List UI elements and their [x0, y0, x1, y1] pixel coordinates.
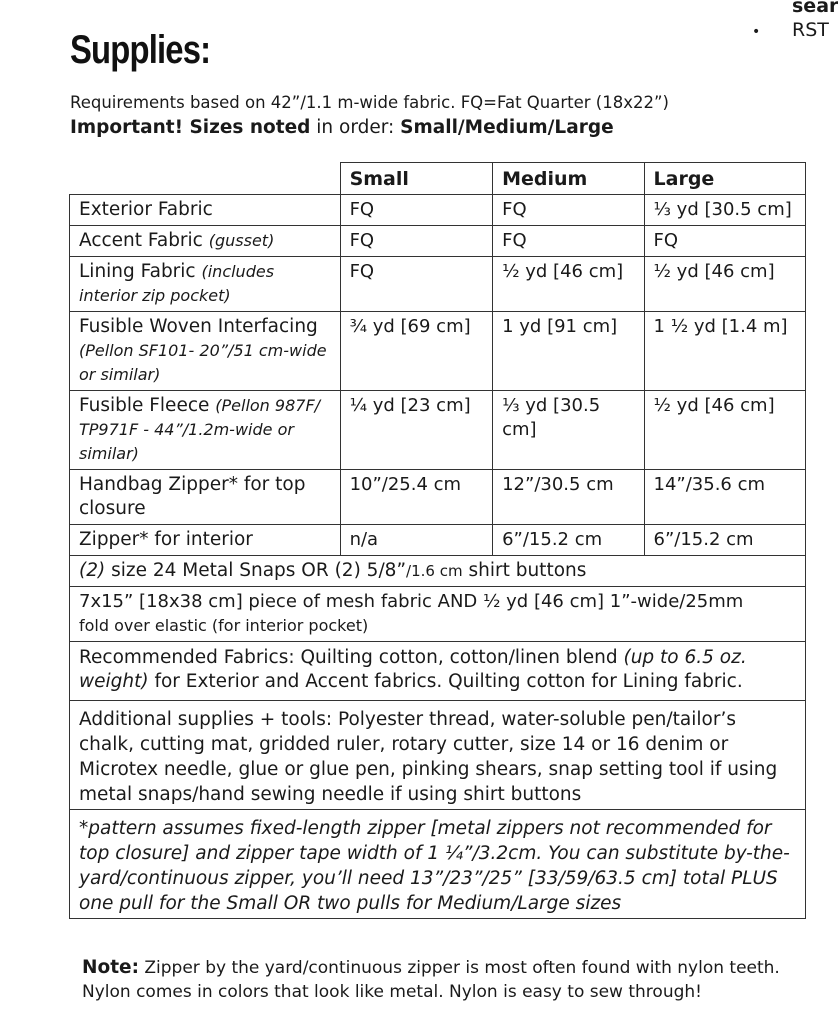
medium-cell: 1 yd [91 cm]: [493, 312, 644, 391]
item-cell: [70, 257, 341, 312]
note-label: Note:: [82, 957, 139, 978]
item-label: Accent Fabric: [79, 230, 209, 251]
snaps-cell: [70, 556, 806, 587]
note-text: Zipper by the yard/continuous zipper is most often found with nylon teeth. Nylon comes in colors that look like metal. Nylon is easy to sew through!: [82, 958, 780, 1002]
important-middle: in order:: [310, 117, 401, 138]
page-title: Supplies:: [70, 28, 211, 72]
item-label: Lining Fabric: [79, 261, 202, 282]
additional-cell: Additional supplies + tools: Polyester thread, water-soluble pen/tailor’s chalk, cutting mat, gridded ruler, rotary cutter, size 14 or 16 denim or Microtex needle, glue or glue pen, pinking shears, snap setting tool if using metal snaps/hand sewing needle if using shirt buttons: [70, 701, 806, 810]
snaps-row: [70, 556, 806, 587]
table-row: [70, 312, 806, 391]
table-row: [70, 525, 806, 556]
important-lead: Important! Sizes noted: [70, 117, 311, 138]
large-cell: ⅓ yd [30.5 cm]: [644, 195, 805, 226]
table-row: [70, 195, 806, 226]
table-row: [70, 391, 806, 470]
item-cell: [70, 226, 341, 257]
recommended-row: [70, 642, 806, 701]
table-row: [70, 470, 806, 525]
small-cell: ¾ yd [69 cm]: [340, 312, 493, 391]
small-cell: FQ: [340, 257, 493, 312]
note-paragraph: [82, 956, 802, 1004]
small-cell: ¼ yd [23 cm]: [340, 391, 493, 470]
item-label: Handbag Zipper* for top closure: [79, 474, 306, 519]
item-cell: [70, 195, 341, 226]
medium-cell: ½ yd [46 cm]: [493, 257, 644, 312]
small-cell: FQ: [340, 226, 493, 257]
medium-cell: ⅓ yd [30.5 cm]: [493, 391, 644, 470]
medium-cell: 12”/30.5 cm: [493, 470, 644, 525]
mesh-line-2: fold over elastic (for interior pocket): [79, 616, 369, 635]
item-cell: [70, 312, 341, 391]
large-cell: ½ yd [46 cm]: [644, 391, 805, 470]
snaps-end: shirt buttons: [462, 560, 587, 581]
recommended-lead: Recommended Fabrics: Quilting cotton, cotton/linen blend: [79, 647, 624, 668]
item-note: (Pellon SF101- 20”/51 cm-wide or similar): [79, 341, 327, 384]
item-note: (gusset): [208, 231, 275, 250]
cropped-bullet-text: RST: [792, 19, 829, 41]
footnote-cell: *pattern assumes fixed-length zipper [metal zippers not recommended for top closure] and zipper tape width of 1 ¼”/3.2cm. You can substitute by-the-yard/continuous zipper, you’ll need 13”/23”/25” [33/59/63.5 cm] total PLUS one pull for the Small OR two pulls for Medium/Large sizes: [70, 810, 806, 919]
recommended-weight: (up to 6.5 oz. weight): [79, 647, 747, 692]
table-header-row: [70, 163, 806, 195]
header-medium: Medium: [493, 163, 644, 195]
mesh-cell: [70, 587, 806, 642]
item-cell: [70, 470, 341, 525]
snaps-metric: /1.6 cm: [406, 562, 463, 580]
snaps-qty: (2): [79, 560, 106, 581]
large-cell: 14”/35.6 cm: [644, 470, 805, 525]
item-cell: [70, 391, 341, 470]
item-label: Exterior Fabric: [79, 199, 213, 220]
recommended-end: for Exterior and Accent fabrics. Quilting cotton for Lining fabric.: [148, 671, 743, 692]
recommended-cell: [70, 642, 806, 701]
large-cell: 6”/15.2 cm: [644, 525, 805, 556]
large-cell: FQ: [644, 226, 805, 257]
important-line: [70, 116, 614, 140]
cropped-bullet-row: [752, 18, 830, 44]
mesh-line-1: 7x15” [18x38 cm] piece of mesh fabric AND ½ yd [46 cm] 1”-wide/25mm: [79, 591, 744, 612]
mesh-row: [70, 587, 806, 642]
small-cell: FQ: [340, 195, 493, 226]
medium-cell: FQ: [493, 195, 644, 226]
header-blank-cell: [70, 163, 341, 195]
cropped-bold-word: sear: [792, 0, 838, 17]
item-label: Fusible Fleece: [79, 395, 216, 416]
large-cell: ½ yd [46 cm]: [644, 257, 805, 312]
footnote-row: [70, 810, 806, 919]
table-row: [70, 226, 806, 257]
cropped-corner-text: [752, 0, 838, 44]
item-note: (includes interior zip pocket): [79, 262, 275, 305]
item-label: Zipper* for interior: [79, 529, 253, 550]
table-row: [70, 257, 806, 312]
medium-cell: FQ: [493, 226, 644, 257]
header-small: Small: [340, 163, 493, 195]
bullet-icon: •: [752, 24, 761, 40]
item-label: Fusible Woven Interfacing: [79, 316, 318, 337]
requirements-line: Requirements based on 42”/1.1 m-wide fabric. FQ=Fat Quarter (18x22”): [70, 93, 669, 112]
small-cell: 10”/25.4 cm: [340, 470, 493, 525]
snaps-text: size 24 Metal Snaps OR (2) 5/8”: [105, 560, 407, 581]
large-cell: 1 ½ yd [1.4 m]: [644, 312, 805, 391]
header-large: Large: [644, 163, 805, 195]
important-sizes: Small/Medium/Large: [400, 117, 614, 138]
item-note: (Pellon 987F/ TP971F - 44”/1.2m-wide or similar): [79, 396, 321, 463]
additional-row: [70, 701, 806, 810]
small-cell: n/a: [340, 525, 493, 556]
medium-cell: 6”/15.2 cm: [493, 525, 644, 556]
supplies-table: [69, 162, 806, 919]
item-cell: [70, 525, 341, 556]
